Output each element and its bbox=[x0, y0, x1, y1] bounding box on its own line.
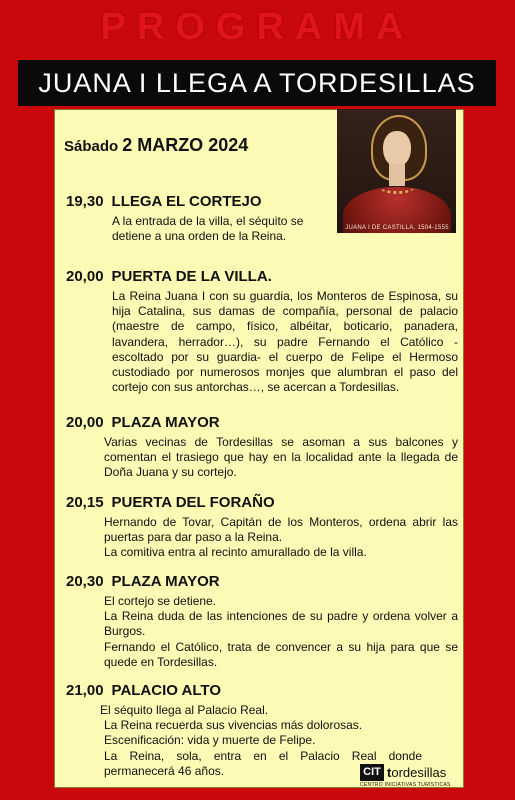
program-title: JUANA I LLEGA A TORDESILLAS bbox=[18, 60, 496, 106]
banner-title: PROGRAMA bbox=[100, 6, 415, 48]
logo-subtitle: CENTRO INICIATIVAS TURÍSTICAS bbox=[360, 782, 451, 788]
queen-portrait bbox=[337, 109, 456, 233]
date-day: Sábado bbox=[64, 138, 119, 155]
portrait-caption: JUANA I DE CASTILLA, 1504-1555 bbox=[345, 225, 449, 231]
event-title: PUERTA DEL FORAÑO bbox=[111, 494, 275, 511]
cit-tordesillas-logo bbox=[360, 764, 458, 790]
event-time: 20,00 bbox=[66, 268, 104, 285]
event-title: PLAZA MAYOR bbox=[111, 414, 220, 431]
event-title: LLEGA EL CORTEJO bbox=[111, 193, 262, 210]
logo-brand bbox=[387, 765, 446, 780]
date-rest: 2 MARZO 2024 bbox=[122, 135, 249, 155]
event-item bbox=[66, 573, 458, 670]
event-line: El cortejo se detiene. bbox=[104, 594, 217, 608]
event-line: A la entrada de la villa, el séquito se detiene a una orden de la Reina. bbox=[112, 214, 304, 244]
event-line: Varias vecinas de Tordesillas se asoman a sus balcones y comentan el trasiego que hay en la localidad ante la llegada de Doña Juana y su cortejo. bbox=[104, 435, 458, 480]
event-line: La Reina, sola, entra en el Palacio Real donde permanecerá 46 años. bbox=[104, 748, 422, 778]
portrait-necklace bbox=[380, 181, 414, 194]
event-title: PLAZA MAYOR bbox=[111, 573, 220, 590]
logo-brand-prefix: t bbox=[387, 765, 392, 780]
event-line: El séquito llega al Palacio Real. bbox=[100, 703, 269, 717]
event-time: 20,15 bbox=[66, 494, 104, 511]
event-line: La Reina duda de las intenciones de su padre y ordena volver a Burgos. bbox=[104, 609, 458, 639]
event-title: PUERTA DE LA VILLA. bbox=[111, 268, 272, 285]
event-item bbox=[66, 494, 458, 561]
event-item bbox=[66, 193, 316, 244]
event-time: 19,30 bbox=[66, 193, 104, 210]
event-line: La Reina Juana I con su guardia, los Monteros de Espinosa, su hija Catalina, sus damas de compañía, personal de palacio (maestre de campo, físico, albéitar, boticario, panadera, lavandera, herrador…), su padre Fernando el Católico - escoltado por su guardia- el cuerpo de Felipe el Hermoso custodiado por numerosos monjes que alumbran el paso del cortejo con sus antorchas…, se acercan a Tordesillas. bbox=[112, 289, 458, 395]
event-line: La Reina recuerda sus vivencias más dolorosas. bbox=[104, 718, 363, 733]
cit-logo-mark: CIT bbox=[360, 764, 384, 781]
event-line: La comitiva entra al recinto amurallado de la villa. bbox=[104, 545, 367, 560]
event-time: 20,30 bbox=[66, 573, 104, 590]
event-title: PALACIO ALTO bbox=[111, 682, 221, 699]
event-time: 20,00 bbox=[66, 414, 104, 431]
event-date bbox=[64, 135, 248, 156]
event-line: Hernando de Tovar, Capitán de los Monteros, ordena abrir las puertas para dar paso a la Reina. bbox=[104, 515, 458, 545]
event-line: Fernando el Católico, trata de convencer a su hija para que se quede en Tordesillas. bbox=[104, 639, 458, 669]
event-line: Escenificación: vida y muerte de Felipe. bbox=[104, 733, 316, 748]
logo-brand-rest: ordesillas bbox=[391, 765, 447, 780]
event-item bbox=[66, 268, 458, 395]
portrait-face bbox=[383, 131, 411, 167]
event-time: 21,00 bbox=[66, 682, 104, 699]
event-item bbox=[66, 414, 458, 481]
